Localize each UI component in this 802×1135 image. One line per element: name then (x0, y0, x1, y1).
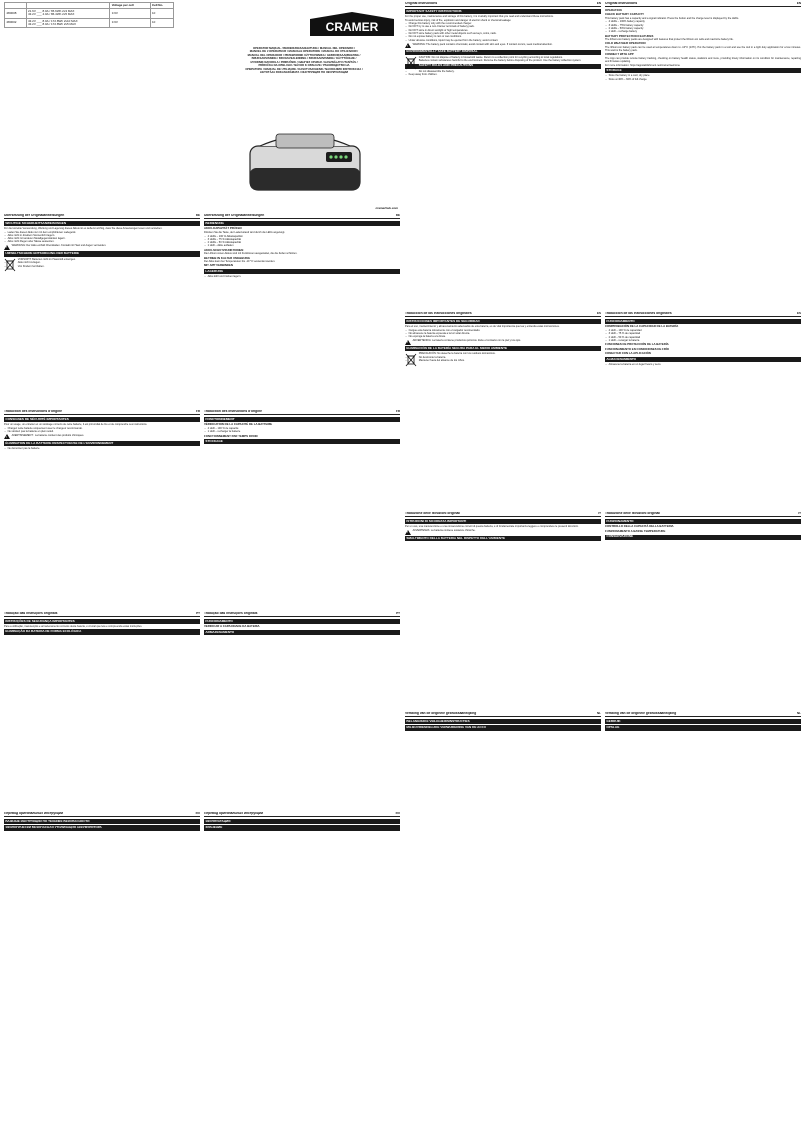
cover-title-line: PRÍRUČKA NA OBSLUHU / NÁVOD K OBSLUZE / РЪКОВОДСТВО НА (258, 64, 350, 68)
language-section (405, 2, 601, 302)
section-header (405, 712, 601, 717)
language-code: RU (395, 812, 400, 815)
language-section (405, 512, 601, 712)
list-item: – 1 LED – recharger la batterie (204, 430, 400, 433)
section-heading-bar: SAFETY RULES AND PRECAUTIONS (405, 64, 601, 69)
paragraph: The lithium-ion battery packs are designed with features that protect the lithium-ion cells and maximize battery life. (605, 38, 734, 42)
subheading: AKKU-KAPAZITÄT PRÜFEN (204, 226, 242, 231)
subheading: COLD WEATHER OPERATION (605, 41, 646, 46)
section-header (204, 612, 400, 617)
language-section (605, 512, 801, 712)
subheading: OPERATION (605, 7, 622, 12)
list-item: – Von Kindern fernhalten. (4, 265, 200, 268)
section-heading-bar: INSTRUCCIONES IMPORTANTES DE SEGURIDAD (405, 319, 601, 324)
warning-text: WARNING: The battery pack contains chemicals; avoid contact with skin and eyes. If contact occurs, seek medical attention. (412, 42, 553, 46)
list-item: – 1 LED – recargar la batería (605, 339, 801, 342)
list-item: – 1 LED – recharge battery (605, 30, 801, 33)
language-code: DE (395, 214, 400, 217)
section-header (4, 410, 200, 415)
paragraph: For the proper use, maintenance and storage of this battery, it is crucially important that you read and understand these instructions. (405, 15, 554, 19)
warning-note (405, 529, 601, 535)
spec-cell-voltage: 3.6V (110, 9, 150, 19)
language-section (204, 812, 400, 1012)
section-heading-bar: IMPORTANT SAFETY INSTRUCTIONS (405, 9, 601, 14)
section-title: Übersetzung der Originalanweisungen (4, 214, 65, 217)
spec-table-block (4, 2, 202, 70)
list-item: – Store at 40% – 60% of full charge. (605, 78, 801, 81)
language-code: EN (796, 2, 801, 5)
language-section (204, 612, 400, 812)
cover-title-line: BRUKSANVISNING / BRUGSVEJLEDNING / BRUKSANVISNING / KÄYTTÖOHJE / (251, 57, 357, 61)
list-item: – 4 LED – 100 % de capacité (204, 427, 400, 430)
section-header (605, 712, 801, 717)
paragraph: For more information: https://appstablishment.net/cramer/welcome (605, 63, 680, 67)
subheading: CHECK BATTERY CAPACITY (605, 12, 645, 17)
section-title: Traducción de las instrucciones originales (605, 312, 672, 315)
language-code: FR (196, 410, 200, 413)
cover-block (204, 2, 402, 212)
disposal-text: VORSICHT: Batterien nicht im Hausmüll entsorgen. (17, 257, 76, 261)
spec-detail-line: 21.6V ___ 8.0A / 65.6Wh 2x3 MAX (27, 8, 75, 13)
list-item: – 4 LED – 100 % de capacidad (605, 329, 801, 332)
subheading: FUNCIONAMIENTO EN CONDICIONES DE FRÍO (605, 346, 669, 351)
list-item: – Chargez cette batterie uniquement avec le chargeur recommandé. (4, 427, 200, 430)
section-header (204, 214, 400, 219)
warning-note (405, 339, 601, 345)
section-title: Tradução das instruções originais (4, 612, 58, 615)
list-item: – Akku nicht in direktem Sonnenlicht lagern. (4, 234, 200, 237)
section-header (4, 214, 200, 219)
list-item: – No desmonte la batería. (405, 356, 601, 359)
subheading: FONCTIONNEMENT PAR TEMPS FROID (204, 433, 258, 438)
list-item: – Do NOT store in direct sunlight or high temperatures. (405, 29, 601, 32)
section-title: Traduzione delle istruzioni originali (405, 512, 461, 515)
list-item: – Akku nicht mit anderen Metallgegenständen lagern. (4, 237, 200, 240)
section-title: Traduzione delle istruzioni originali (605, 512, 661, 515)
language-section (405, 312, 601, 512)
battery-pack-illustration (230, 108, 380, 204)
language-code: IT (798, 512, 801, 515)
spec-detail-line: 43.2V ___ 4.0A / 86.4Wh 2x5 MAX (27, 12, 75, 17)
spec-cell-voltage: 3.6V (110, 18, 150, 28)
section-title: Übersetzung der Originalanweisungen (204, 214, 265, 217)
section-heading-bar: ХРАНЕНИЕ (204, 825, 400, 830)
disposal-text: CAUTION: Do not dispose of battery in household waste. Return to a collection point for recycling according to local regulations. (418, 55, 563, 59)
list-item: – Store the battery in a cool, dry place. (605, 74, 801, 77)
language-code: DE (195, 214, 200, 217)
list-item: – Keep away from children. (405, 73, 601, 76)
section-title: Tradução das instruções originais (204, 612, 258, 615)
list-item: – Akku kühl und trocken lagern. (204, 275, 400, 278)
section-header (204, 812, 400, 817)
warning-note (4, 434, 200, 440)
section-heading-bar: ЭКОЛОГИЧЕСКИ БЕЗОПАСНАЯ УТИЛИЗАЦИЯ АККУМУЛЯТОРА (4, 825, 200, 830)
warning-text: WARNUNG: Der Akku enthält Chemikalien. Kontakt mit Haut und Augen vermeiden. (11, 244, 107, 248)
section-title: Vertaling van de originele gebruiksaanwijzing (605, 712, 677, 715)
cover-title-line: MANUAL DEL OPERADOR / PRZEWODNIK UŻYTKOWNIKA / GEBRUIKSAANWIJZING / (247, 53, 361, 57)
subheading: AKKU-SCHUTZFUNKTIONEN (204, 247, 244, 252)
warning-icon (405, 340, 411, 345)
list-item: – Almacene la batería en un lugar fresco y seco. (605, 363, 801, 366)
paragraph: Für die korrekte Verwendung, Wartung und Lagerung dieses Akkus ist es äußerst wichtig, dass Sie diese Anweisungen lesen und verstehen. (4, 227, 163, 231)
list-item: – 3 LEDs – 75 % Akkukapazität (204, 238, 400, 241)
section-heading-bar: SMALTIMENTO DELLA BATTERIA NEL RISPETTO DELL'AMBIENTE (405, 536, 601, 541)
warning-note (4, 244, 200, 250)
spec-header-cell: Cell No. (150, 3, 173, 9)
subheading: MIT APP VERBINDEN (204, 263, 233, 268)
disposal-text: PRECAUCIÓN: No deseche la batería con los residuos domésticos. (418, 352, 496, 356)
language-code: PT (196, 612, 200, 615)
section-heading-bar: FUNCIONAMENTO (204, 619, 400, 624)
list-item: – Charge this battery only with the recommended charger. (405, 22, 601, 25)
language-code: ES (596, 312, 601, 315)
spec-cell-count: 10 (150, 9, 173, 19)
language-code: IT (598, 512, 601, 515)
list-item: – Akku nicht zerlegen. (4, 261, 200, 264)
section-heading-bar: FUNCIONAMIENTO (605, 319, 801, 324)
paragraph: Die Lithium-Ionen-Akkus sind mit Funktionen ausgestattet, die die Zellen schützen. (204, 252, 298, 256)
cover-title (206, 47, 402, 75)
language-section (204, 410, 400, 610)
section-heading-bar: CONSIGNES DE SÉCURITÉ IMPORTANTES (4, 417, 200, 422)
list-item: – 3 LEDs – 75% battery capacity (605, 24, 801, 27)
warning-text: ADVERTENCIA: La batería contiene productos químicos. Evite el contacto con la piel y los ojos. (412, 339, 521, 343)
section-heading-bar: ЭКСПЛУАТАЦИЯ (204, 819, 400, 824)
cover-title-line: MANUEL DE L'OPÉRATEUR / MANUALE OPERATORE / MANUAL DO UTILIZADOR / (249, 50, 359, 54)
section-heading-bar: MILIEUVRIENDELIJKE VERWIJDERING VAN DE ACCU (405, 725, 601, 730)
section-title: Traduction des instructions d'origine (4, 410, 62, 413)
warning-text: AVVERTENZA: La batteria contiene sostanze chimiche. (412, 529, 476, 533)
section-title: Original Instructions (605, 2, 638, 5)
section-header (204, 410, 400, 415)
warning-icon (4, 434, 10, 439)
warning-icon (405, 43, 411, 48)
section-heading-bar: UMWELTSICHERE ENTSORGUNG DER BATTERIE (4, 251, 200, 256)
list-item: – 4 LEDs – 100% battery capacity (605, 20, 801, 23)
section-heading-bar: GEBRUIK (605, 719, 801, 724)
list-item: – 4 LEDs – 100 % Akkukapazität (204, 235, 400, 238)
brand-name: CRAMER (325, 20, 379, 34)
language-code: FR (396, 410, 400, 413)
section-header (4, 812, 200, 817)
section-header (605, 512, 801, 517)
language-code: NL (597, 712, 601, 715)
section-heading-bar: CONSERVAZIONE (605, 535, 801, 540)
section-heading-bar: FONCTIONNEMENT (204, 417, 400, 422)
list-item: – 2 LED – 50 % de capacidad (605, 336, 801, 339)
list-item: – 1 LED – Akku aufladen (204, 244, 400, 247)
section-title: Traducción de las instrucciones originales (405, 312, 472, 315)
cover-title-line: OPERATOR MANUAL / BEDIENUNGSANLEITUNG / MANUAL DEL OPERARIO / (253, 47, 355, 50)
subheading: CONTROLLO DELLA CAPACITÀ DELLA BATTERIA (605, 524, 674, 529)
language-section (605, 2, 801, 302)
list-item: – No almacene la batería expuesta a la luz solar directa. (405, 332, 601, 335)
section-heading-bar: INSTRUÇÕES DE SEGURANÇA IMPORTANTES (4, 619, 200, 624)
section-heading-bar: OPSLAG (605, 725, 801, 730)
list-item: – 2 LEDs – 50 % Akkukapazität (204, 241, 400, 244)
section-header (4, 612, 200, 617)
language-section (4, 214, 200, 406)
paragraph: Pour un usage, un entretien et un stockage corrects de cette batterie, il est primordial de lire et de comprendre ces instructions. (4, 423, 148, 427)
list-item: – 3 LED – 75 % de capacidad (605, 332, 801, 335)
spec-cell-detail (26, 9, 110, 19)
cover-title-line: ОПЕРАТОРА / MANUAL DE UTILIZARE / KASUTUSJUHEND / NAUDOJIMO INSTRUKCIJA / (245, 67, 363, 71)
language-section (605, 312, 801, 512)
section-heading-bar: ELIMINAÇÃO DA BATERIA DE FORMA ECOLÓGICA (4, 629, 200, 634)
subheading: FUNCIONES DE PROTECCIÓN DE LA BATERÍA (605, 342, 669, 347)
language-section (405, 712, 601, 912)
subheading: BATTERY PROTECTION FEATURES (605, 33, 654, 38)
list-item: – Do NOT try to use a non-Cramer terminals of battery pack. (405, 25, 601, 28)
section-header (605, 2, 801, 7)
paragraph: To avoid serious injury, risk of fire, explosion and danger of electric shock or chemical leakage: (405, 18, 512, 22)
language-code: RU (195, 812, 200, 815)
list-item: – Do not disassemble the battery. (405, 70, 601, 73)
language-code: PT (396, 612, 400, 615)
list-item: – Do not expose battery to rain or wet conditions. (405, 35, 601, 38)
subheading: FUNZIONAMENTO A BASSE TEMPERATURE (605, 528, 666, 533)
language-section (4, 612, 200, 812)
warning-icon (4, 245, 10, 250)
list-item: – Do NOT store battery pack with other metal objects such as keys, coins, nails. (405, 32, 601, 35)
subheading: BETRIEB IN KALTER UMGEBUNG (204, 255, 250, 260)
section-heading-bar: ÉLIMINATION DE LA BATTERIE RESPECTUEUSE DE L'ENVIRONNEMENT (4, 441, 200, 446)
section-header (405, 312, 601, 317)
language-section (4, 410, 200, 610)
section-heading-bar: ALMACENAMIENTO (605, 357, 801, 362)
section-heading-bar: ELIMINACIÓN DE LA BATERÍA SEGURA PARA EL MEDIO AMBIENTE (405, 346, 601, 351)
spec-table-row (5, 9, 174, 19)
section-heading-bar: ISTRUZIONI DI SICUREZZA IMPORTANTI (405, 519, 601, 524)
language-code: ES (796, 312, 801, 315)
subheading: CONNECT WITH APP (605, 52, 634, 57)
section-heading-bar: LAGERUNG (204, 269, 400, 274)
section-title: Перевод оригинальных инструкций (204, 812, 263, 815)
language-code: NL (797, 712, 801, 715)
warning-note (405, 43, 601, 49)
section-title: Original Instructions (405, 2, 438, 5)
list-item: – Akku nicht Regen oder Nässe aussetzen. (4, 240, 200, 243)
subheading: VERIFICAR A CAPACIDADE DA BATERIA (204, 624, 260, 629)
paragraph: Para el uso, mantenimiento y almacenamiento adecuados de esta batería, es de vital importancia que lea y entienda estas instrucciones. (405, 325, 560, 329)
paragraph: The lithium-ion battery pack can be used at temperatures down to -10°C (14°F). Put the battery pack in a tool and use the tool in a light duty application for a few minutes. This warms the battery pack. (605, 46, 801, 53)
language-code: EN (596, 2, 601, 5)
paragraph: This battery pack has a capacity and a signal indicator. Press the button and the charge level is displayed by the LEDs. (605, 16, 739, 20)
list-item: – Ne démontez pas la batterie. (4, 447, 200, 450)
language-section (204, 214, 400, 406)
paragraph: Per un uso, una manutenzione e una conservazione corretti di questa batteria, è di fondamentale importanza leggere e comprendere le presenti istruzioni. (405, 525, 579, 529)
list-item: – Cargue esta batería únicamente con el cargador recomendado. (405, 329, 601, 332)
paragraph: Batteries contain substances harmful to the environment. Remove the battery before disposing of the product. Use the battery collection system. (418, 59, 582, 63)
cover-title-line: LIETOTĀJA ROKASGRĀMATA / ИНСТРУКЦИЯ ПО ЭКСПЛУАТАЦИИ (259, 71, 349, 75)
brand-url[interactable]: cramerhub.com (375, 206, 398, 210)
list-item: – Ne stockez pas la batterie en plein soleil. (4, 430, 200, 433)
spec-cell-model: 480002 (5, 18, 27, 28)
spec-table (4, 2, 174, 28)
spec-cell-model: 480008 (5, 9, 27, 19)
language-section (4, 812, 200, 1012)
spec-cell-detail (26, 18, 110, 28)
spec-detail-line: 43.2V ___ 8.0A / 172.8Wh 2x5 MAX (27, 22, 77, 27)
paragraph: The App can provide remote battery tracking, checking on battery health status, statistics and more, providing timely information on its condition for maintenance, repairing and firmware updating. (605, 57, 801, 64)
section-heading-bar: ARMAZENAMENTO (204, 630, 400, 635)
paragraph: Drücken Sie die Taste, der Ladezustand wird durch die LEDs angezeigt. (204, 231, 286, 235)
section-heading-bar: WICHTIGE SICHERHEITSANWEISUNGEN (4, 221, 200, 226)
section-header (405, 512, 601, 517)
spec-cell-count: 10 (150, 18, 173, 28)
section-title: Vertaling van de originele gebruiksaanwijzing (405, 712, 477, 715)
cover-title-line: IZVODNIK NAVODILA / PRIRUČNIK / ΟΔΗΓΙΕΣ ΧΡΗΣΗΣ / HASZNÁLATI UTASÍTÁS / (250, 60, 358, 64)
section-heading-bar: FUNZIONAMENTO (605, 519, 801, 524)
paragraph: Para a utilização, manutenção e armazenamento corretos desta bateria, é crucial que leia e compreenda estas instruções. (4, 625, 143, 629)
warning-text: AVERTISSEMENT : La batterie contient des produits chimiques. (11, 433, 85, 437)
spec-detail-line: 43.2V ___ 8.0A / 172.8Wh 2x10 MAX (27, 18, 78, 23)
section-heading-bar: STOCKAGE (204, 439, 400, 444)
subheading: CONECTAR CON LA APLICACIÓN (605, 351, 651, 356)
warning-icon (405, 530, 411, 535)
section-heading-bar: STORAGE (605, 68, 801, 73)
section-title: Перевод оригинальных инструкций (4, 812, 63, 815)
list-item: – No exponga la batería a la lluvia. (405, 335, 601, 338)
section-heading-bar: ENVIRONMENTALLY SAFE BATTERY DISPOSAL (405, 50, 601, 55)
language-section (605, 712, 801, 912)
subheading: VÉRIFICATION DE LA CAPACITÉ DE LA BATTERIE (204, 422, 273, 427)
cramer-logo (304, 10, 400, 40)
spec-header-cell: Voltage per cell (110, 3, 150, 9)
subheading: COMPROBACIÓN DE LA CAPACIDAD DE LA BATERÍA (605, 324, 679, 329)
section-header (405, 2, 601, 7)
crossed-bin-icon (405, 56, 417, 70)
spec-table-row (5, 18, 174, 28)
list-item: – Laden Sie diesen Akku nur mit dem empfohlenen Ladegerät. (4, 231, 200, 234)
section-title: Traduction des instructions d'origine (204, 410, 262, 413)
list-item: – Mantener fuera del alcance de los niños. (405, 359, 601, 362)
section-heading-bar: BEDIENUNG (204, 221, 400, 226)
section-header (605, 312, 801, 317)
paragraph: Der Akku kann bei Temperaturen bis -10 °C verwendet werden. (204, 260, 276, 264)
section-heading-bar: BELANGRIJKE VEILIGHEIDSINSTRUCTIES (405, 719, 601, 724)
list-item: – 2 LEDs – 50% battery capacity (605, 27, 801, 30)
list-item: – Under abusive conditions, liquid may be ejected from the battery; avoid contact. (405, 39, 601, 42)
section-heading-bar: ВАЖНЫЕ ИНСТРУКЦИИ ПО ТЕХНИКЕ БЕЗОПАСНОСТИ (4, 819, 200, 824)
